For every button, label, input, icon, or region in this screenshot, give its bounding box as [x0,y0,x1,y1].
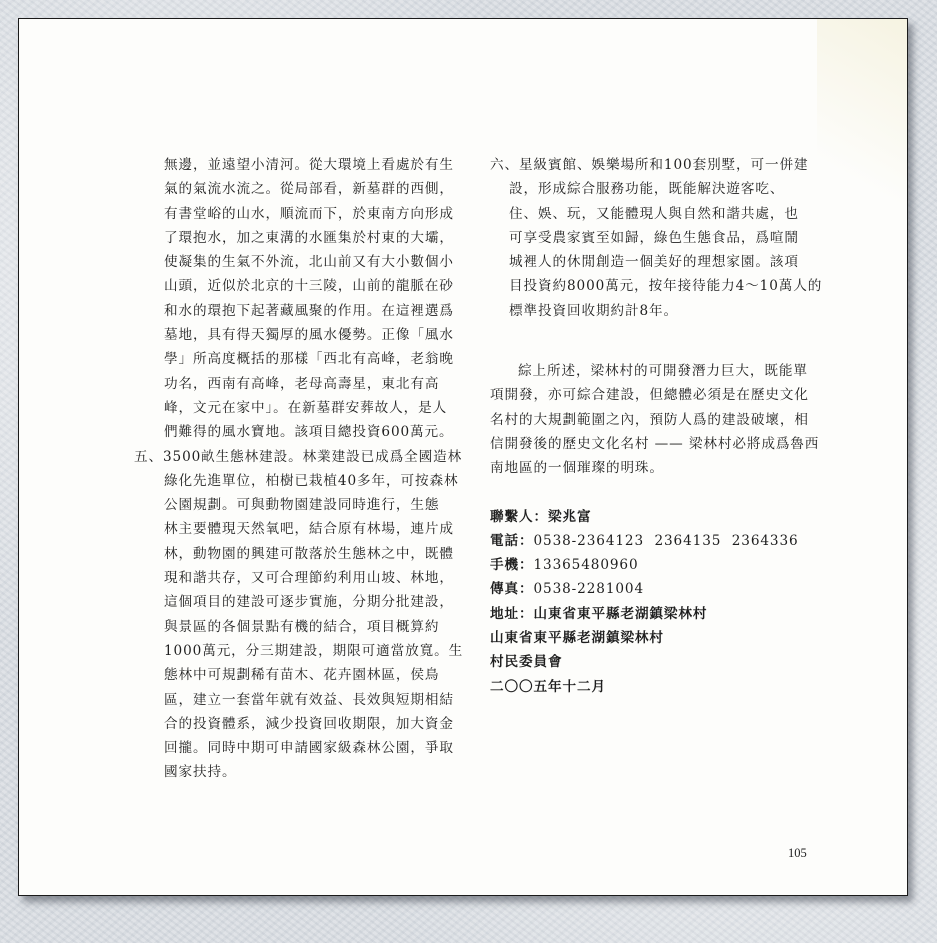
fax-number: 0538-2281004 [533,581,645,598]
text-line: 這個項目的建設可逐步實施，分期分批建設， [164,594,454,611]
text-line: 綜上所述，梁林村的可開發潛力巨大，既能單 [518,363,808,380]
section-five-heading-line: 五、3500畝生態林建設。林業建設已成爲全國造林 [134,448,463,465]
address-label: 地址： [490,605,534,622]
document-page [18,18,908,896]
text-line: 現和諧共存，又可合理節約利用山坡、林地， [164,570,454,587]
text-line: 合的投資體系，減少投資回收期限，加大資金 [164,715,454,732]
mobile-label: 手機： [490,557,534,574]
left-text-column [134,153,464,785]
text-line: 名村的大規劃範圍之內，預防人爲的建設破壞，相 [490,411,809,428]
text-line: 南地區的一個璀璨的明珠。 [490,460,664,477]
text-line: 項開發，亦可綜合建設，但總體必須是在歷史文化 [490,387,809,404]
text-line: 回攏。同時中期可申請國家級森林公園，爭取 [164,740,454,757]
text-line: 1000萬元，分三期建設，期限可適當放寬。生 [164,642,464,659]
contact-person-label: 聯繫人： [490,508,548,525]
text-line: 公園規劃。可與動物園建設同時進行，生態 [164,497,440,514]
text-line: 有書堂峪的山水，順流而下，於東南方向形成 [164,205,454,222]
text-line: 區，建立一套當年就有效益、長效與短期相結 [164,691,454,708]
text-line: 林主要體現天然氧吧，結合原有林場，連片成 [164,521,454,538]
text-line: 功名，西南有高峰，老母高壽星，東北有高 [164,375,440,392]
text-line: 態林中可規劃稀有苗木、花卉園林區，侯鳥 [164,667,440,684]
organization-line: 村民委員會 [490,654,563,671]
contact-block [490,505,822,699]
text-line: 城裡人的休閒創造一個美好的理想家園。該項 [509,254,799,271]
text-line: 氣的氣流水流之。從局部看，新墓群的西側， [164,181,454,198]
summary-paragraph [490,359,822,480]
text-line: 墓地，具有得天獨厚的風水優勢。正像「風水 [164,327,454,344]
page-number: 105 [788,846,807,860]
text-line: 和水的環抱下起著藏風聚的作用。在這裡選爲 [164,302,454,319]
text-line: 使凝集的生氣不外流，北山前又有大小數個小 [164,254,454,271]
section-six-heading-line: 六、星級賓館、娛樂場所和100套別墅，可一併建 [490,157,809,173]
text-line: 們難得的風水寶地。該項目總投資600萬元。 [164,424,454,441]
text-line: 住、娛、玩，又能體現人與自然和諧共處，也 [509,205,799,222]
document-date: 二〇〇五年十二月 [490,678,606,695]
text-line: 峰，文元在家中」。在新墓群安葬故人，是人 [164,399,448,416]
text-line: 了環抱水，加之東溝的水匯集於村東的大壩， [164,229,454,246]
mobile-number: 13365480960 [533,557,639,574]
text-line: 可享受農家賓至如歸，綠色生態食品，爲喧鬧 [509,229,799,246]
text-line: 設，形成綜合服務功能，既能解決遊客吃、 [509,181,785,198]
contact-person-name: 梁兆富 [547,508,592,525]
text-line: 綠化先進單位，柏樹已栽植40多年，可按森林 [164,472,459,489]
text-line: 學」所高度概括的那樣「西北有高峰，老翁晚 [164,351,454,368]
section-six [490,153,822,323]
text-line: 與景區的各個景點有機的結合，項目概算約 [164,618,440,635]
address-row [490,602,822,626]
contact-person-row [490,505,822,529]
text-line: 山頭，近似於北京的十三陵，山前的龍脈在砂 [164,278,454,295]
fax-label: 傳真： [490,581,534,598]
text-line: 國家扶持。 [164,764,237,781]
text-line: 無邊，並遠望小清河。從大環境上看處於有生 [164,157,454,173]
address-text: 山東省東平縣老湖鎮梁林村 [533,605,708,622]
phone-label: 電話： [490,532,534,549]
phone-row [490,529,822,553]
text-line: 標準投資回收期約計8年。 [509,302,678,319]
text-line: 目投資約8000萬元，按年接待能力4～10萬人的 [509,278,823,295]
phone-numbers: 0538-2364123 2364135 2364336 [533,532,799,549]
text-line: 林，動物園的興建可散落於生態林之中，既體 [164,545,454,562]
right-text-column [490,153,822,699]
organization-line: 山東省東平縣老湖鎮梁林村 [490,630,664,647]
mobile-row [490,553,822,577]
fax-row [490,577,822,601]
text-line: 信開發後的歷史文化名村 —— 梁林村必將成爲魯西 [490,435,820,452]
